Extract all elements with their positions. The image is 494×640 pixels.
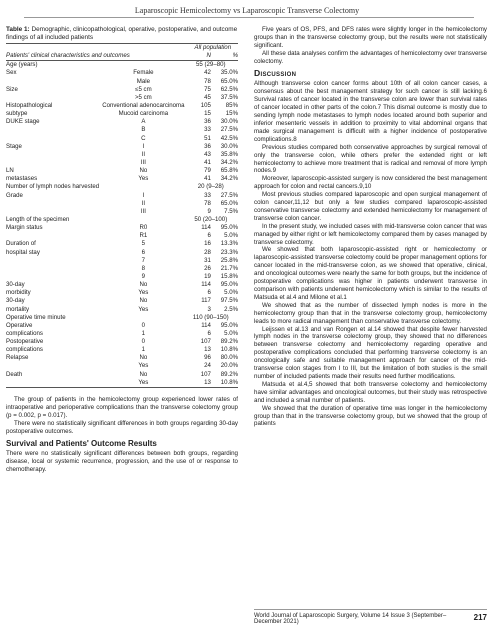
- table-row: [6, 175, 238, 183]
- cell-n: 51: [204, 134, 211, 142]
- cell-category: >5 cm: [134, 93, 152, 101]
- cell-characteristic: [6, 200, 99, 208]
- table-row: [6, 240, 238, 248]
- table-row: [6, 265, 238, 273]
- cell-characteristic: DUKE stage: [6, 118, 40, 126]
- table-caption-label: Table 1:: [6, 26, 30, 33]
- cell-percent: 21.7%: [220, 264, 238, 272]
- cell-characteristic: [6, 379, 99, 388]
- cell-n: 28: [204, 248, 211, 256]
- cell-characteristic: Duration of: [6, 240, 36, 248]
- cell-n: 26: [204, 264, 211, 272]
- table-row: [6, 273, 238, 281]
- cell-characteristic: Length of the specimen: [6, 215, 70, 223]
- cell-percent: 89.2%: [220, 338, 238, 346]
- table-row: [6, 257, 238, 265]
- table-row: [6, 167, 238, 175]
- cell-category: Yes: [138, 289, 149, 297]
- cell-n: 33: [204, 191, 211, 199]
- cell-characteristic: [6, 78, 99, 86]
- table-row: [6, 69, 238, 77]
- cell-category: 8: [141, 264, 146, 272]
- cell-characteristic: [6, 151, 99, 159]
- cell-percent: 5.0%: [224, 289, 238, 297]
- cell-n: 13: [204, 346, 211, 354]
- cell-characteristic: hospital stay: [6, 248, 40, 256]
- cell-category: III: [140, 158, 146, 166]
- cell-category: R0: [139, 224, 148, 232]
- cell-category: II: [141, 150, 146, 158]
- cell-category: [99, 314, 187, 322]
- cell-n: 45: [204, 93, 211, 101]
- table-header-row: [6, 52, 238, 61]
- cell-characteristic: subtype: [6, 110, 28, 118]
- right-column: [254, 26, 487, 428]
- paragraph: Five years of OS, PFS, and DFS rates were slightly longer in the hemicolectomy groups than in the transverse colectomy group, but the results were not statistically significant.: [254, 26, 487, 49]
- table-row: [6, 135, 238, 143]
- cell-percent: 13.3%: [220, 240, 238, 248]
- table-row: [6, 281, 238, 289]
- paragraph: We showed that the duration of operative time was longer in the hemicolectomy group than that in the transverse colectomy group, but we showed that the group of patients: [254, 404, 487, 428]
- cell-characteristic: Margin status: [6, 224, 43, 232]
- table-row: [6, 192, 238, 200]
- page-number: 217: [473, 613, 487, 622]
- cell-category: 6: [141, 248, 146, 256]
- cell-characteristic: [6, 362, 99, 370]
- cell-category: I: [142, 142, 145, 150]
- table-row: [6, 330, 238, 338]
- table-row: [6, 143, 238, 151]
- table-row: [6, 61, 238, 70]
- cell-category: No: [139, 354, 148, 362]
- cell-n: 42: [204, 69, 211, 77]
- table-row: [6, 216, 238, 224]
- cell-category: I: [142, 191, 145, 199]
- cell-n: 110 (90–150): [192, 313, 229, 321]
- cell-n: 114: [201, 321, 211, 329]
- cell-category: [99, 61, 187, 70]
- table-row: [6, 110, 238, 118]
- cell-n: 3: [207, 305, 211, 313]
- cell-category: B: [141, 126, 146, 134]
- cell-characteristic: Stage: [6, 142, 22, 150]
- cell-characteristic: [6, 126, 99, 134]
- cell-characteristic: Operative time minute: [6, 313, 66, 321]
- cell-characteristic: Postoperative: [6, 338, 44, 346]
- table-row: [6, 183, 238, 191]
- demographics-table: [6, 43, 238, 388]
- paragraph: Previous studies compared both conservative approaches by surgical removal of only the transverse colon, while others prefer the extended right or left hemicolectomy to achieve more treatment that is radical and removal of more lymph nodes.9: [254, 143, 487, 175]
- running-title: Laparoscopic Hemicolectomy vs Laparoscopic Transverse Colectomy: [134, 6, 360, 15]
- cell-characteristic: [6, 257, 99, 265]
- cell-characteristic: [6, 159, 99, 167]
- journal-citation: World Journal of Laparoscopic Surgery, Volume 14 Issue 3 (September–December 2021): [254, 613, 447, 625]
- cell-percent: 97.5%: [220, 297, 238, 305]
- cell-characteristic: Size: [6, 85, 18, 93]
- column-header-n: N: [188, 52, 215, 61]
- cell-percent: 62.5%: [220, 85, 238, 93]
- cell-category: ≤5 cm: [135, 85, 152, 93]
- cell-n: 96: [204, 354, 211, 362]
- cell-n: 13: [204, 378, 211, 386]
- cell-n: 105: [200, 101, 211, 109]
- cell-characteristic: Histopathological: [6, 101, 53, 109]
- cell-category: R1: [139, 232, 148, 240]
- cell-n: 36: [204, 142, 211, 150]
- header-rule: [24, 17, 474, 18]
- cell-percent: 35.8%: [220, 150, 238, 158]
- cell-n: 6: [207, 232, 211, 240]
- table-row: [6, 94, 238, 102]
- cell-percent: 10.8%: [220, 346, 238, 354]
- table-row: [6, 102, 238, 110]
- cell-percent: 23.3%: [220, 248, 238, 256]
- cell-category: [99, 183, 187, 191]
- cell-percent: 7.5%: [224, 207, 238, 215]
- cell-n: 78: [204, 199, 211, 207]
- table-row: [6, 232, 238, 240]
- cell-characteristic: [6, 273, 99, 281]
- cell-n: 43: [204, 150, 211, 158]
- cell-category: 0: [141, 321, 146, 329]
- discussion-heading: Discussion: [254, 67, 297, 78]
- cell-characteristic: Age (years): [6, 61, 38, 69]
- cell-percent: 80.0%: [220, 354, 238, 362]
- cell-category: [99, 216, 187, 224]
- paragraph: In the present study, we included cases with mid-transverse colon cancer that was managed by either right or left hemicolectomy compared them by cases managed by transverse colectomy.: [254, 222, 487, 246]
- cell-n: 6: [207, 329, 211, 337]
- cell-characteristic: Number of lymph nodes harvested: [6, 183, 100, 191]
- cell-characteristic: [6, 265, 99, 273]
- cell-characteristic: complications: [6, 329, 43, 337]
- cell-category: Yes: [138, 175, 149, 183]
- cell-percent: 65.0%: [220, 199, 238, 207]
- all-population-header: All population: [188, 44, 238, 53]
- table-row: [6, 200, 238, 208]
- cell-percent: 30.0%: [220, 142, 238, 150]
- cell-category: 0: [141, 338, 146, 346]
- cell-category: Yes: [138, 362, 149, 370]
- cell-category: 9: [141, 272, 146, 280]
- table-row: [6, 224, 238, 232]
- cell-characteristic: morbidity: [6, 289, 31, 297]
- cell-characteristic: metastases: [6, 175, 38, 183]
- cell-percent: 34.2%: [220, 158, 238, 166]
- table-row: [6, 322, 238, 330]
- paragraph: There were no statistically significant differences between both groups, regarding disease, local or systemic recurrence, progression, and the use of or response to chemotherapy.: [6, 450, 238, 474]
- cell-percent: 95.0%: [220, 321, 238, 329]
- column-header-percent: %: [215, 52, 238, 61]
- cell-n: 41: [204, 158, 211, 166]
- cell-category: No: [139, 281, 148, 289]
- cell-percent: 27.5%: [220, 191, 238, 199]
- cell-category: Mucoid carcinoma: [118, 110, 169, 118]
- cell-category: 5: [141, 240, 146, 248]
- cell-n: 79: [204, 167, 211, 175]
- cell-n: 20 (9–28): [197, 183, 224, 191]
- cell-category: Male: [136, 77, 150, 85]
- table-caption: [6, 26, 238, 42]
- table-row: [6, 249, 238, 257]
- cell-category: 1: [141, 329, 146, 337]
- cell-n: 24: [204, 362, 211, 370]
- cell-category: C: [141, 134, 146, 142]
- table-row: [6, 354, 238, 362]
- cell-category: Female: [133, 69, 154, 77]
- cell-characteristic: Operative: [6, 321, 33, 329]
- cell-percent: 35.0%: [220, 69, 238, 77]
- table-row: [6, 289, 238, 297]
- table-header-row: [6, 44, 238, 53]
- cell-percent: 15%: [225, 110, 238, 118]
- cell-characteristic: [6, 208, 99, 216]
- cell-n: 9: [207, 207, 211, 215]
- column-header-characteristics: Patients' clinical characteristics and outcomes: [6, 52, 188, 61]
- paragraph: The group of patients in the hemicolectomy group experienced lower rates of intraoperative and perioperative complications than the transverse colectomy group (p = 0.002, p = 0.017).: [6, 395, 238, 419]
- cell-n: 114: [201, 281, 211, 289]
- cell-percent: 10.8%: [220, 378, 238, 386]
- cell-category: No: [139, 297, 148, 305]
- table-caption-text: Demographic, clinicopathological, operative, postoperative, and outcome findings of all included patients: [6, 26, 238, 41]
- cell-category: Yes: [138, 378, 149, 386]
- cell-n: 55 (29–80): [196, 61, 226, 69]
- cell-category: Conventional adenocarcinoma: [102, 101, 185, 109]
- cell-n: 75: [204, 85, 211, 93]
- cell-percent: 95.0%: [220, 281, 238, 289]
- cell-n: 50 (20–100): [194, 215, 228, 223]
- table-row: [6, 159, 238, 167]
- cell-category: 7: [141, 256, 146, 264]
- table-row: [6, 151, 238, 159]
- cell-category: 1: [141, 346, 146, 354]
- table-row: [6, 86, 238, 94]
- table-row: [6, 208, 238, 216]
- cell-percent: 65.8%: [220, 167, 238, 175]
- cell-characteristic: Sex: [6, 69, 17, 77]
- paragraph: We showed that as the number of dissected lymph nodes is more in the hemicolectomy group than that in the transverse colectomy group, hemicolectomy leads to more radical management than conservative transverse colectomy.: [254, 301, 487, 325]
- table-row: [6, 362, 238, 370]
- cell-n: 107: [200, 370, 211, 378]
- cell-characteristic: Relapse: [6, 354, 29, 362]
- cell-n: 16: [204, 240, 211, 248]
- cell-characteristic: Death: [6, 370, 23, 378]
- table-row: [6, 126, 238, 134]
- cell-n: 33: [204, 126, 211, 134]
- cell-n: 31: [204, 256, 211, 264]
- left-column: [6, 26, 238, 474]
- table-row: [6, 314, 238, 322]
- cell-category: III: [140, 207, 146, 215]
- cell-category: A: [141, 118, 146, 126]
- paragraph: There were no statistically significant differences in both groups regarding 30-day postoperative outcomes.: [6, 419, 238, 435]
- cell-percent: 15.8%: [220, 272, 238, 280]
- cell-percent: 65.0%: [220, 77, 238, 85]
- cell-characteristic: [6, 94, 99, 102]
- table-row: [6, 371, 238, 379]
- cell-n: 114: [201, 224, 211, 232]
- table-row: [6, 306, 238, 314]
- cell-category: No: [139, 167, 148, 175]
- cell-percent: 37.5%: [220, 93, 238, 101]
- cell-percent: 27.5%: [220, 126, 238, 134]
- cell-percent: 42.5%: [220, 134, 238, 142]
- cell-percent: 89.2%: [220, 370, 238, 378]
- cell-n: 41: [204, 175, 211, 183]
- paragraph: All these data analyses confirm the advantages of hemicolectomy over transverse colectomy.: [254, 49, 487, 65]
- section-heading: Survival and Patients' Outcome Results: [6, 439, 157, 449]
- table-row: [6, 78, 238, 86]
- cell-n: 107: [200, 338, 211, 346]
- page-footer: [254, 609, 487, 625]
- paragraph: Matsuda et al.4,5 showed that both transverse colectomy and hemicolectomy have similar advantages and oncological outcomes, but their study was retrospective and included a small number of patients.: [254, 380, 487, 404]
- cell-characteristic: complications: [6, 346, 43, 354]
- cell-percent: 95.0%: [220, 224, 238, 232]
- cell-characteristic: 30-day: [6, 297, 25, 305]
- paragraph: Although transverse colon cancer forms about 10th of all colon cancer cases, a consensus about the best management strategy for such cancer is still lacking.6 Survival rates of cancer located in the transverse colon are lower than survival rates of cancer located in other parts of the colon.7 This dismal outcome is mostly due to sending lymph node metastases to lymph nodes located around both superior and inferior mesenteric vessels in addition to proximity to vital abdominal organs that made surgical management is difficult with a higher incidence of postoperative complications.8: [254, 80, 487, 143]
- paragraph: We showed that both laparoscopic-assisted right or hemicolectomy or laparoscopic-assisted transverse colectomy could be proper management options for cancer located in the mid-transverse colon, as we showed that operative, clinical, and oncological outcomes were nearly the same for both groups, but the incidence of postoperative complications was higher in patients underwent transverse in comparison with patients underwent hemicolectomy which is similar to the results of Matsuda et al.4 and Milone et al.1: [254, 246, 487, 301]
- cell-characteristic: mortality: [6, 305, 30, 313]
- table-row: [6, 297, 238, 305]
- cell-percent: 20.0%: [220, 362, 238, 370]
- cell-characteristic: 30-day: [6, 281, 25, 289]
- cell-n: 36: [204, 118, 211, 126]
- cell-n: 19: [204, 272, 211, 280]
- paragraph: Leijssen et al.13 and van Rongen et al.14 showed that despite fewer harvested lymph nodes in the transverse colectomy group, they showed that no differences between transverse colectomy and hemicolectomy regarding operative and postoperative complications concluded that performing transverse colectomy is an oncologically safe and suitable management approach for cancer of the mid-transverse colon stages from I to III, but the limitation of both studies is the small number of included patients made their results need further modifications.: [254, 325, 487, 380]
- paragraph: Moreover, laparoscopic-assisted surgery is now considered the best management approach for colon and rectal cancers.9,10: [254, 175, 487, 191]
- cell-characteristic: [6, 232, 99, 240]
- paragraph: Most previous studies compared laparoscopic and open surgical management of colon cancer,11,12 but only a few studies compared laparoscopic-assisted conservative transverse colectomy and extended hemicolectomy for management of transverse colon cancer.: [254, 191, 487, 222]
- cell-n: 15: [204, 110, 211, 118]
- cell-n: 117: [201, 297, 211, 305]
- cell-percent: 85%: [225, 101, 238, 109]
- cell-category: II: [141, 199, 146, 207]
- table-row: [6, 346, 238, 354]
- cell-n: 78: [204, 77, 211, 85]
- cell-percent: 25.8%: [220, 256, 238, 264]
- cell-category: No: [139, 370, 148, 378]
- section-heading: [254, 67, 487, 78]
- table-row: [6, 379, 238, 388]
- table-row: [6, 118, 238, 126]
- cell-percent: 5.0%: [224, 232, 238, 240]
- cell-characteristic: [6, 135, 99, 143]
- table-row: [6, 338, 238, 346]
- cell-n: 6: [207, 289, 211, 297]
- cell-category: Yes: [138, 305, 149, 313]
- cell-percent: 30.0%: [220, 118, 238, 126]
- cell-characteristic: Grade: [6, 191, 23, 199]
- cell-percent: 2.5%: [224, 305, 238, 313]
- cell-percent: 34.2%: [220, 175, 238, 183]
- cell-characteristic: LN: [6, 167, 14, 175]
- cell-percent: 5.0%: [224, 329, 238, 337]
